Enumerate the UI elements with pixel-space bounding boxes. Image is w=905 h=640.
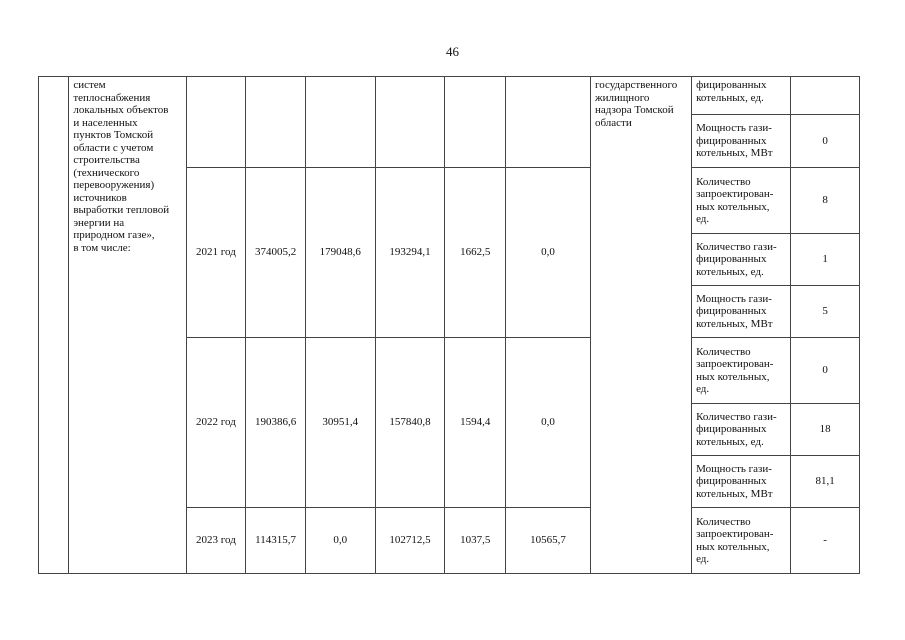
regional-budget-value: 157840,8 (375, 338, 445, 508)
value-cell-empty (506, 77, 591, 168)
indicator-value: 5 (791, 286, 860, 338)
indicator-value (791, 77, 860, 115)
indicator-name: Количество запроектирован- ных котельных, ед. (692, 338, 791, 404)
indicator-value: - (791, 508, 860, 574)
year-label: 2021 год (186, 168, 246, 338)
indicator-name: фицированных котельных, ед. (692, 77, 791, 115)
page-number: 46 (446, 44, 459, 59)
value-cell-empty (445, 77, 506, 168)
measure-description: систем теплоснабжения локальных объектов и населенных пунктов Томской области с учетом строительства (технического перевооружения) источников выработки тепловой энергии на природном газе», в том числе: (69, 77, 186, 574)
indicator-name: Мощность гази- фицированных котельных, МВт (692, 286, 791, 338)
local-budget-value: 1662,5 (445, 168, 506, 338)
local-budget-value: 1037,5 (445, 508, 506, 574)
total-value: 374005,2 (246, 168, 306, 338)
federal-budget-value: 30951,4 (305, 338, 375, 508)
total-value: 114315,7 (246, 508, 306, 574)
indicator-name: Количество запроектирован- ных котельных, ед. (692, 508, 791, 574)
extrabudgetary-value: 0,0 (506, 338, 591, 508)
indicator-value: 0 (791, 115, 860, 168)
federal-budget-value: 0,0 (305, 508, 375, 574)
year-label: 2022 год (186, 338, 246, 508)
federal-budget-value: 179048,6 (305, 168, 375, 338)
indicator-value: 81,1 (791, 456, 860, 508)
value-cell-empty (305, 77, 375, 168)
indicator-value: 0 (791, 338, 860, 404)
indicator-name: Количество запроектирован- ных котельных, ед. (692, 168, 791, 234)
extrabudgetary-value: 0,0 (506, 168, 591, 338)
indicator-value: 18 (791, 404, 860, 456)
indicator-name: Количество гази- фицированных котельных, ед. (692, 234, 791, 286)
total-value: 190386,6 (246, 338, 306, 508)
indicator-name: Количество гази- фицированных котельных, ед. (692, 404, 791, 456)
year-label: 2023 год (186, 508, 246, 574)
value-cell-empty (246, 77, 306, 168)
indicator-name: Мощность гази- фицированных котельных, МВт (692, 115, 791, 168)
value-cell-empty (375, 77, 445, 168)
indicator-value: 1 (791, 234, 860, 286)
indicator-value: 8 (791, 168, 860, 234)
number-cell (39, 77, 69, 574)
responsible-executor: государственного жилищного надзора Томской области (590, 77, 691, 574)
indicator-name: Мощность гази- фицированных котельных, МВт (692, 456, 791, 508)
program-table (38, 76, 860, 574)
extrabudgetary-value: 10565,7 (506, 508, 591, 574)
regional-budget-value: 102712,5 (375, 508, 445, 574)
regional-budget-value: 193294,1 (375, 168, 445, 338)
year-cell-empty (186, 77, 246, 168)
local-budget-value: 1594,4 (445, 338, 506, 508)
